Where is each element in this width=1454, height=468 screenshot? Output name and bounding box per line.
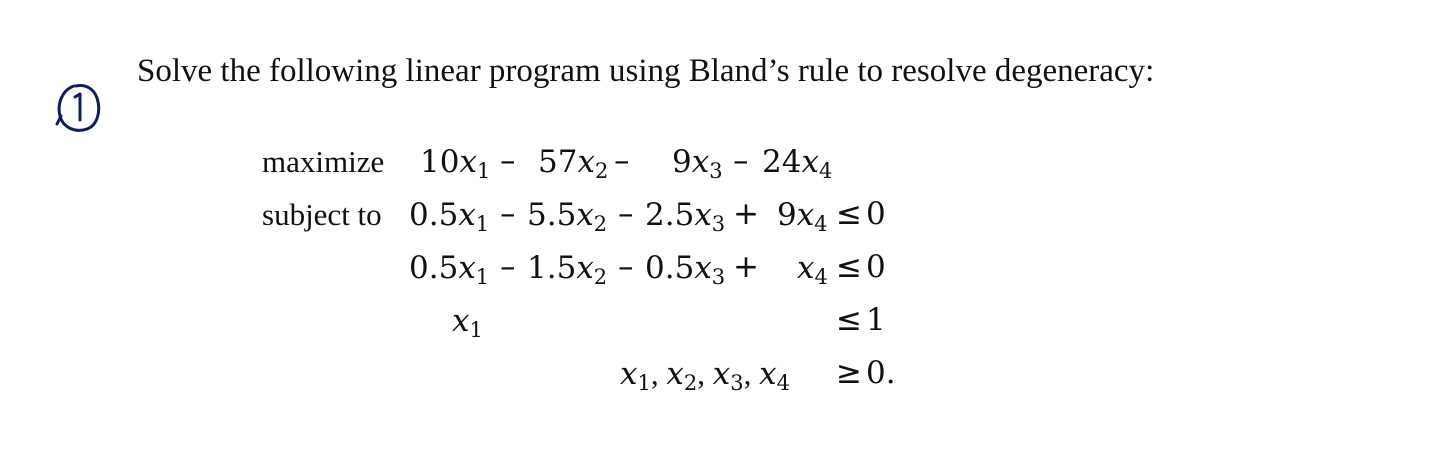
objective-op-3: –: [733, 143, 749, 179]
objective-keyword: maximize: [262, 144, 385, 179]
constraint-1-term-4: 9x4: [777, 197, 828, 236]
constraint-2-term-2: 1.5x2: [527, 250, 608, 289]
constraint-keyword: subject to: [262, 197, 382, 232]
objective-op-2: –: [614, 143, 630, 179]
objective-term-3: 9x3: [672, 144, 723, 183]
objective-term-4: 24x4: [762, 144, 833, 183]
constraint-1-term-1: 0.5x1: [409, 197, 490, 236]
objective-term-1: 10x1: [420, 144, 491, 183]
constraint-1-term-2: 5.5x2: [527, 197, 608, 236]
nonnegativity-vars: x1, x2, x3, x4: [620, 356, 790, 395]
constraint-3-term-1: x1: [452, 303, 483, 342]
nonnegativity-rhs: 0.: [866, 355, 896, 391]
constraint-2-term-4: x4: [797, 250, 828, 289]
constraint-1-op-2: –: [618, 196, 634, 232]
constraint-2-rhs: 0: [866, 249, 886, 285]
constraint-2-op-2: –: [618, 249, 634, 285]
constraint-2-op-3: +: [733, 249, 759, 285]
constraint-1-term-3: 2.5x3: [645, 197, 726, 236]
constraint-2-term-1: 0.5x1: [409, 250, 490, 289]
constraint-3-rhs: 1: [866, 302, 886, 338]
constraint-2-term-3: 0.5x3: [645, 250, 726, 289]
constraint-1-op-3: +: [733, 196, 759, 232]
problem-statement: Solve the following linear program using Bland’s rule to resolve degeneracy:: [137, 53, 1155, 89]
nonnegativity-relation: ≥: [836, 355, 862, 391]
constraint-1-rhs: 0: [866, 196, 886, 232]
constraint-2-op-1: –: [500, 249, 516, 285]
constraint-2-relation: ≤: [836, 249, 862, 285]
constraint-3-relation: ≤: [836, 302, 862, 338]
objective-term-2: 57x2: [538, 144, 609, 183]
constraint-1-relation: ≤: [836, 196, 862, 232]
constraint-1-op-1: –: [500, 196, 516, 232]
objective-op-1: –: [500, 143, 516, 179]
